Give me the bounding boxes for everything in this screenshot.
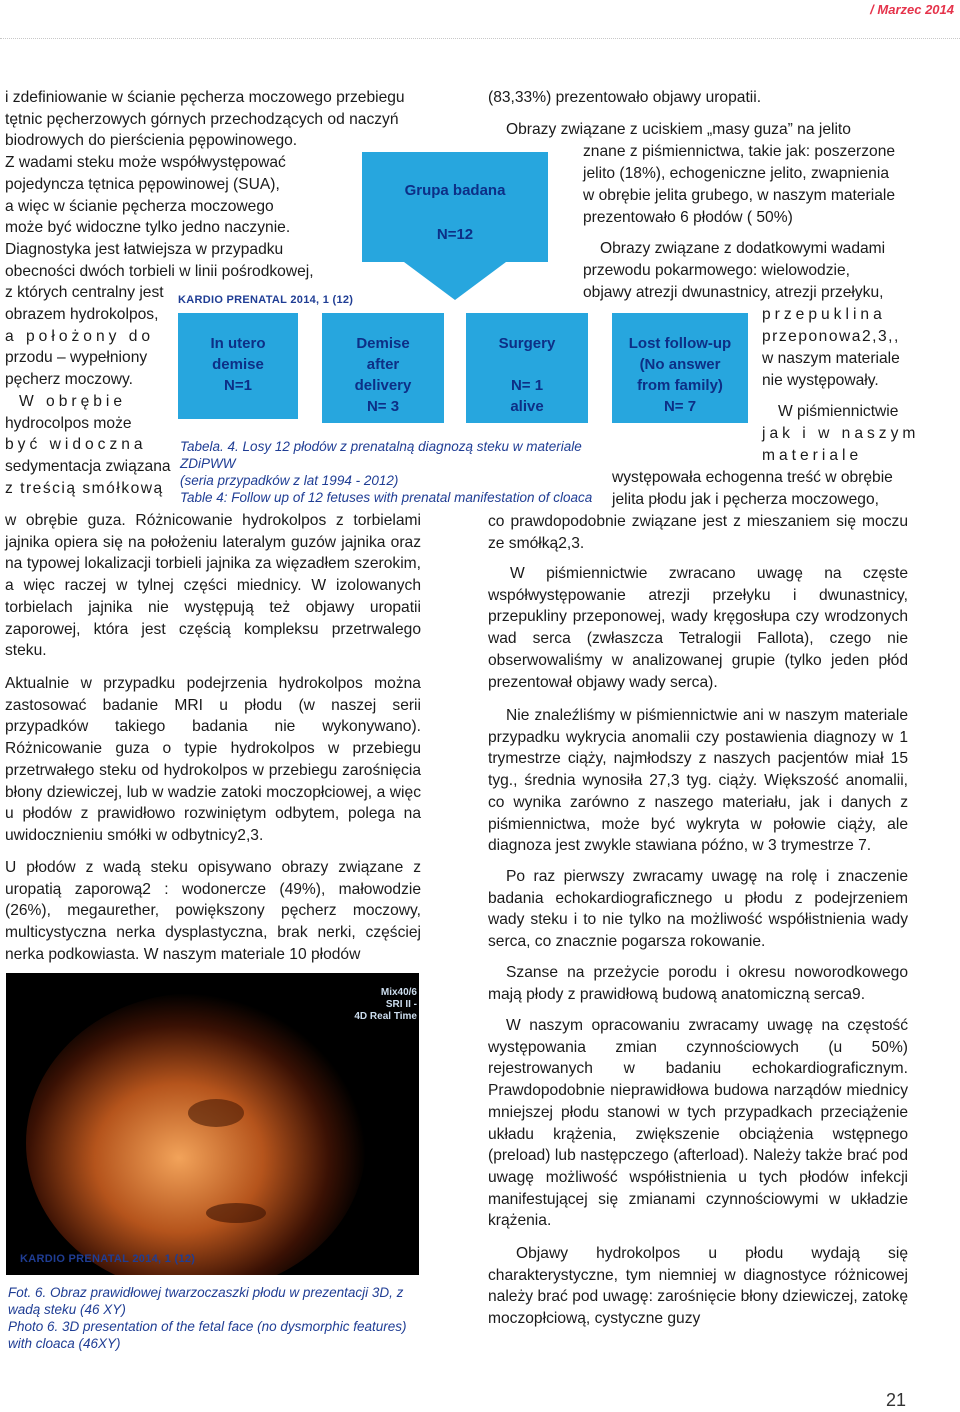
caption-pl-2: (seria przypadków z lat 1994 - 2012): [180, 473, 399, 488]
right-line: Obrazy związane z dodatkowymi wadami: [600, 240, 886, 257]
box-line: demise: [212, 356, 264, 373]
photo-caption-en: Photo 6. 3D presentation of the fetal face (no dysmorphic features) with cloaca (46XY): [8, 1319, 407, 1351]
text-line: z treścią smółkową: [5, 479, 164, 497]
text-line: obrazem hydrokolpos,: [5, 306, 159, 324]
photo-overlay-2: SRI II -: [385, 999, 417, 1010]
right-paragraph-2: W piśmiennictwie zwracano uwagę na częste współwystępowanie atrezji przełyku i dwunastnicy, przepukliny przeponowej, wady kręgosłupa czy wrodzonych wad serca (zwłaszcza Tetralogii Fallota), czego nie obserwowaliśmy w analizowanej grupie (tylko jeden płód prezentował objawy wady serca).: [488, 565, 908, 691]
box-line: N= 1: [510, 377, 544, 394]
photo-caption-pl: Fot. 6. Obraz prawidłowej twarzoczaszki płodu w prezentacji 3D, z wadą steku (46 XY): [8, 1285, 404, 1317]
right-paragraph-3: Nie znaleźliśmy w piśmiennictwie ani w naszym materiale przypadku wykrycia anomalii czy postawienia diagnozy w 1 trymestrze ciąży, najmłodszy z naszych pacjentów miał 15 tyg., średnia wynosiła 27,3 tyg. ciąży. Większość anomalii, co wynika zarówno z naszego materiału, jak i danych z piśmiennictwa, może być wykryta w połowie ciąży, ale diagnoza jest zwykle stawiana późno, w 3 trymestrze 7.: [488, 707, 908, 855]
box-line: N= 3: [366, 398, 400, 415]
box-line: Lost follow-up: [628, 335, 732, 352]
text-line: a położony do: [5, 327, 155, 345]
box-lost-label: [612, 333, 748, 417]
caption-en: Table 4: Follow up of 12 fetuses with prenatal manifestation of cloaca: [180, 490, 593, 505]
text-line: obecności dwóch torbieli w linii pośrodkowej,: [5, 262, 314, 280]
right-line: materiale: [762, 447, 863, 464]
box-line: [466, 354, 588, 375]
text-line: przodu – wypełniony: [5, 349, 148, 367]
table-caption: [180, 438, 610, 506]
right-line: znane z piśmiennictwa, takie jak: poszerzone: [583, 143, 896, 160]
top-box-label: [362, 180, 548, 245]
text-line: Z wadami steku może współwystępować: [5, 154, 286, 172]
text-line: pojedyncza tętnica pępowinowej (SUA),: [5, 175, 280, 193]
right-line: w obrębie jelita grubego, w naszym materiale: [583, 187, 896, 204]
box-line: N= 7: [663, 398, 697, 415]
text-line: pęcherz moczowy.: [5, 371, 133, 389]
caption-pl: Tabela. 4. Losy 12 płodów z prenatalną diagnozą steku w materiale ZDiPWW: [180, 439, 582, 471]
text-line: hydrocolpos może: [5, 414, 132, 432]
box-line: (No answer: [639, 356, 721, 373]
right-line: jak i w naszym: [762, 425, 920, 442]
diagram-watermark: KARDIO PRENATAL 2014, 1 (12): [178, 294, 354, 306]
photo-caption: [8, 1284, 426, 1352]
box-in-utero-label: [178, 333, 298, 396]
right-line: w naszym materiale: [762, 350, 900, 367]
box-line: Surgery: [498, 335, 556, 352]
right-paragraph-4: Po raz pierwszy zwracamy uwagę na rolę i znaczenie badania echokardiograficznego u płodu z podejrzeniem wady steku i to nie tylko na możliwość współistnienia wady serca, co znacznie pogarsza rokowanie.: [488, 868, 908, 951]
group-title: Grupa badana: [404, 182, 506, 199]
right-line: występowała echogenna treść w obrębie: [612, 469, 893, 486]
right-line: W piśmiennictwie: [778, 403, 899, 420]
left-paragraph-3: U płodów z wadą steku opisywano obrazy związane z uropatią zaporową2 : wodonercze (49%), małowodzie (26%), megaurether, powiększony pęcherz moczowy, multicystyczna nerka dysplastyczna, brak nerki, częściej nerka podkowiasta. W naszym materiale 10 płodów: [5, 859, 421, 963]
right-line: przepuklina: [762, 306, 886, 323]
text-line: biodrowych do pierścienia pępowinowego.: [5, 132, 298, 150]
right-paragraph-6: W naszym opracowaniu zwracamy uwagę na częstość występowania zmian czynnościowych (u 50%) rejestrowanych w badaniu echokardiograficznym. Prawdopodobnie nieprawidłowa budowa narządów miednicy mniejszej płodu stanowi w tych przypadkach przeciążenie układu krążenia, zwiększenie obciążenia wstępnego (preload) lub następczego (afterload). Należy także brać pod uwagę możliwość współistnienia u tych płodów infekcji manifestującej się zmianami czynnościowymi w układzie krążenia.: [488, 1017, 908, 1230]
eye-shadow: [188, 1099, 244, 1127]
photo-overlay-3: 4D Real Time: [354, 1011, 417, 1022]
right-line: jelito (18%), echogeniczne jelito, zwapnienia: [583, 165, 889, 182]
face-shape: [26, 993, 366, 1275]
box-line: alive: [510, 398, 544, 415]
text-line: a więc w ścianie pęcherza moczowego: [5, 197, 274, 215]
text-line: może być widoczne tylko jedno naczynie.: [5, 219, 291, 237]
right-line: przeponowa2,3,,: [762, 328, 900, 345]
box-line: N=1: [224, 377, 252, 394]
text-line: W obrębie: [19, 392, 127, 410]
right-line: przewodu pokarmowego: wielowodzie,: [583, 262, 850, 279]
box-line: In utero: [210, 335, 266, 352]
left-paragraph-1: w obrębie guza. Różnicowanie hydrokolpos z torbielami jajnika opiera się na położeniu lateralym guzów jajnika oraz na typowej lokalizacji torbieli jajnika za więzadłem szerokim, a więc raczej w tylnej części miednicy. W izolowanych torbielach jajnika nie występują też objawy uropatii zaporowej, która jest częścią kompleksu przetrwalego steku.: [5, 512, 421, 660]
box-surgery-label: [466, 333, 588, 417]
text-line: z których centralny jest: [5, 284, 164, 302]
mouth-shadow: [206, 1203, 266, 1223]
right-line: prezentowało 6 płodów ( 50%): [583, 209, 793, 226]
right-paragraph-1: co prawdopodobnie związane jest z mieszaniem się moczu ze smółką2,3.: [488, 513, 908, 552]
page-number: 21: [885, 1390, 906, 1410]
right-paragraph-7: Objawy hydrokolpos u płodu wydają się charakterystyczne, tym niemniej w diagnostyce różnicowej należy brać pod uwagę: zarośnięcie błony dziewiczej, zatokę moczopłciową, cystyczne guzy: [488, 1245, 908, 1328]
text-line: i zdefiniowanie w ścianie pęcherza moczowego przebiegu: [5, 89, 405, 106]
left-paragraph-2: Aktualnie w przypadku podejrzenia hydrokolpos można zastosować badanie MRI u płodu (w naszej serii przypadków takiego badania nie wykonywano). Różnicowanie guza o typie hydrokolpos w przebiegu przetrwałego steku od hydrokolpos w przebiegu zarośnięcia błony dziewiczej, lub w wadzie zatoki moczopłciowej, a więc u płodów z prawidłowo rozwiniętym odbytem, polega na uwidocznieniu smółki w odbytnicy2,3.: [5, 675, 421, 844]
photo-watermark: KARDIO PRENATAL 2014, 1 (12): [20, 1253, 196, 1265]
right-line: nie występowały.: [762, 372, 879, 389]
text-line: Diagnostyka jest łatwiejsza w przypadku: [5, 240, 284, 258]
box-line: from family): [637, 377, 723, 394]
right-line: (83,33%) prezentowało objawy uropatii.: [488, 89, 762, 106]
box-line: after: [366, 356, 400, 373]
fetal-face-photo: [6, 973, 419, 1275]
text-line: być widoczna: [5, 436, 147, 454]
issue-header: / Marzec 2014: [870, 2, 954, 17]
right-line: Obrazy związane z uciskiem „masy guza” na jelito: [506, 121, 851, 138]
box-demise-label: [322, 333, 444, 417]
box-line: delivery: [354, 377, 412, 394]
right-line: objawy atrezji dwunastnicy, atrezji przełyku,: [583, 284, 884, 301]
group-count: N=12: [436, 226, 474, 243]
box-line: Demise: [356, 335, 410, 352]
right-paragraph-5: Szanse na przeżycie porodu i okresu noworodkowego mają płody z prawidłową budową anatomiczną serca9.: [488, 964, 908, 1003]
text-line: tętnic pęcherzowych górnych przechodzących od naczyń: [5, 110, 399, 128]
photo-overlay-1: Mix40/6: [380, 987, 417, 998]
right-line: jelita płodu jak i pęcherza moczowego,: [612, 491, 879, 508]
text-line: sedymentacja związana: [5, 457, 171, 475]
